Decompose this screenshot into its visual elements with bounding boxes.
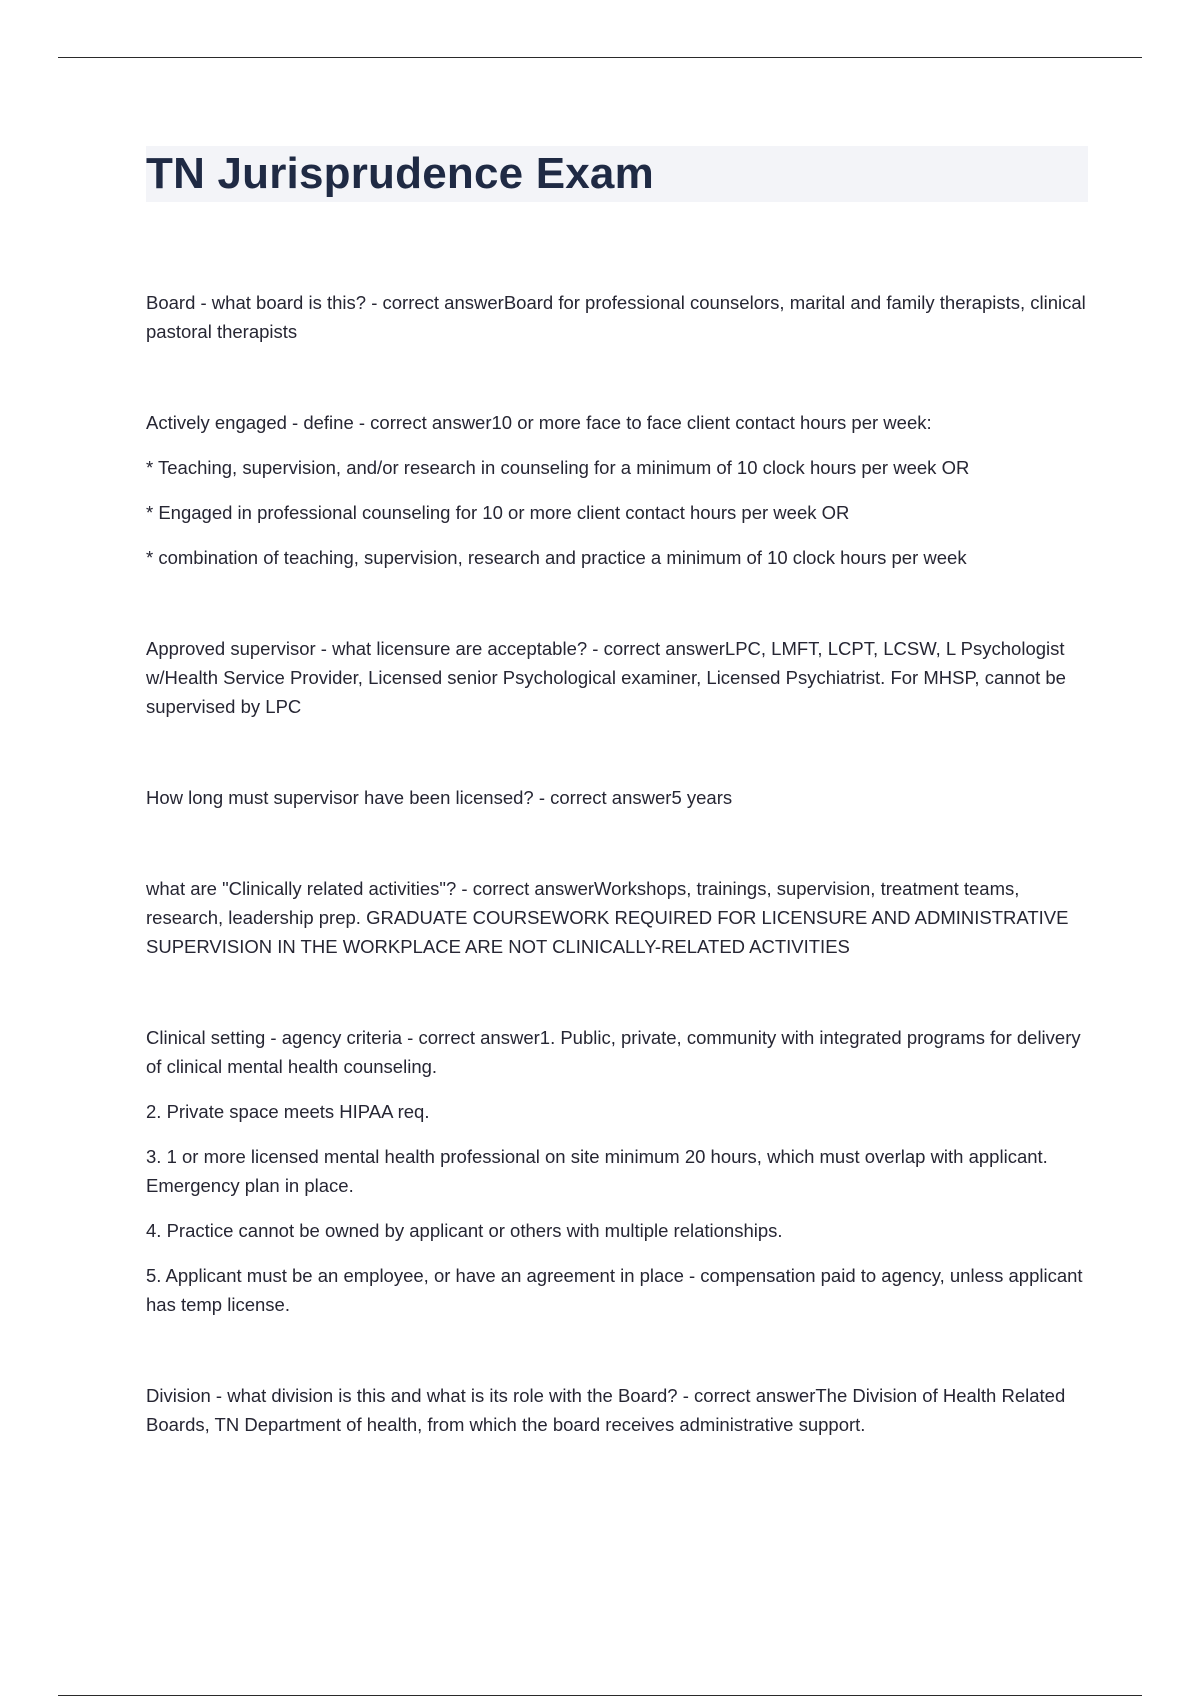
flashcard-board (146, 288, 1088, 346)
card-item: 2. Private space meets HIPAA req. (146, 1101, 430, 1122)
card-text: Clinical setting - agency criteria - correct answer1. Public, private, community with integrated programs for delivery of clinical mental health counseling. (146, 1027, 1081, 1077)
flashcard-clinically-related (146, 874, 1088, 961)
page-title: TN Jurisprudence Exam (146, 149, 654, 198)
card-item: 5. Applicant must be an employee, or have an agreement in place - compensation paid to agency, unless applicant has temp license. (146, 1265, 1083, 1315)
card-text: what are "Clinically related activities"? - correct answerWorkshops, trainings, supervision, treatment teams, research, leadership prep. GRADUATE COURSEWORK REQUIRED FOR LICENSURE AND ADMINISTRATIVE SUPERVISION IN THE WORKPLACE ARE NOT CLINICALLY-RELATED ACTIVITIES (146, 878, 1069, 957)
card-bullet: * Teaching, supervision, and/or research in counseling for a minimum of 10 clock hours per week OR (146, 457, 970, 478)
card-text: How long must supervisor have been licensed? - correct answer5 years (146, 787, 733, 808)
card-text: Division - what division is this and what is its role with the Board? - correct answerThe Division of Health Related Boards, TN Department of health, from which the board receives administrative support. (146, 1385, 1066, 1435)
card-bullet: * Engaged in professional counseling for 10 or more client contact hours per week OR (146, 502, 850, 523)
top-rule (58, 57, 1142, 58)
card-text: Actively engaged - define - correct answer10 or more face to face client contact hours per week: (146, 412, 932, 433)
flashcard-division (146, 1381, 1088, 1439)
card-text: Approved supervisor - what licensure are acceptable? - correct answerLPC, LMFT, LCPT, LCSW, L Psychologist w/Health Service Provider, Licensed senior Psychological examiner, Licensed Psychiatrist. For MHSP, cannot be supervised by LPC (146, 638, 1066, 717)
bottom-rule (58, 1695, 1142, 1696)
card-item: 4. Practice cannot be owned by applicant or others with multiple relationships. (146, 1220, 783, 1241)
card-text: Board - what board is this? - correct answerBoard for professional counselors, marital and family therapists, clinical pastoral therapists (146, 292, 1086, 342)
flashcard-clinical-setting (146, 1023, 1088, 1319)
flashcard-actively-engaged (146, 408, 1088, 572)
card-bullet: * combination of teaching, supervision, research and practice a minimum of 10 clock hours per week (146, 547, 967, 568)
document-body (146, 146, 1088, 1439)
title-band (146, 146, 1088, 202)
flashcard-approved-supervisor (146, 634, 1088, 721)
card-item: 3. 1 or more licensed mental health professional on site minimum 20 hours, which must overlap with applicant. Emergency plan in place. (146, 1146, 1048, 1196)
flashcard-supervisor-licensed (146, 783, 1088, 812)
